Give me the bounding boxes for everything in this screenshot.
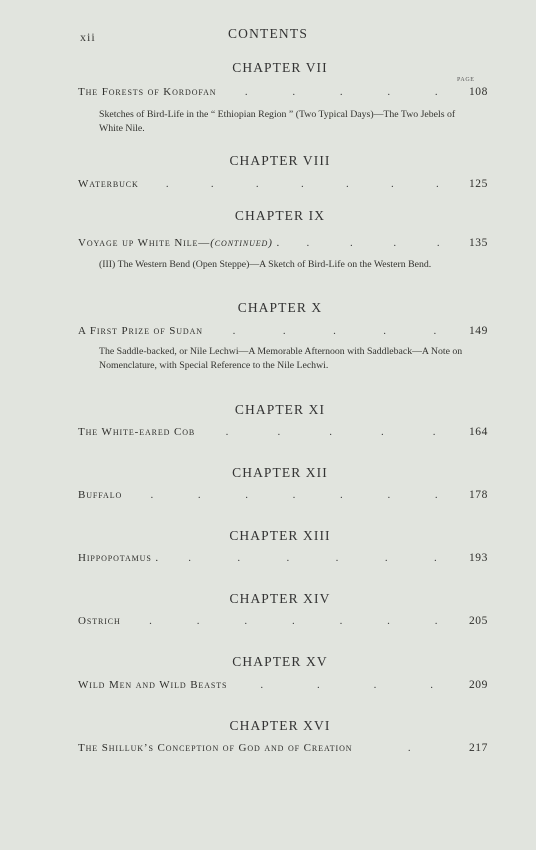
entry-page-number: 205 [468,615,488,627]
toc-entry[interactable] [78,742,488,758]
running-head: CONTENTS [227,26,309,41]
entry-page-number: 193 [468,552,488,564]
entry-page-number: 209 [468,679,488,691]
entry-title: Voyage up White Nile— [78,237,211,249]
chapter-heading: CHAPTER X [237,300,323,315]
chapter-heading: CHAPTER VII [232,60,328,75]
toc-entry[interactable] [78,86,488,102]
toc-entry[interactable] [78,325,488,341]
entry-title: The White-eared Cob [78,426,196,438]
entry-title: Ostrich [78,615,121,627]
page-column-label: PAGE [457,77,475,83]
entry-title: Hippopotamus . [78,552,159,564]
toc-entry[interactable]: Voyage up White Nile—(continued) . . . . . 135 [78,237,488,249]
toc-entry[interactable] [78,426,488,442]
entry-page-number: 217 [468,742,488,754]
folio-number: xii [80,30,96,44]
toc-entry[interactable] [78,552,488,568]
dot-leader: . . . . . [232,325,437,337]
toc-entry[interactable] [78,489,488,505]
entry-title: Wild Men and Wild Beasts [78,679,228,691]
toc-entry[interactable] [78,679,488,695]
entry-page-number: 135 [468,237,488,249]
dot-leader: . . . . . . [188,552,437,564]
dot-leader: . . . . [260,679,433,691]
entry-title: Waterbuck [78,178,139,190]
entry-page-number: 149 [468,325,488,337]
entry-page-number: 164 [468,426,488,438]
dot-leader: . . . . . . . [150,489,438,501]
chapter-heading: CHAPTER XVI [229,718,331,733]
entry-page-number: 125 [468,178,488,190]
entry-page-number: 178 [468,489,488,501]
chapter-heading: CHAPTER IX [234,208,326,223]
toc-entry[interactable] [78,615,488,631]
toc-entry[interactable] [78,178,488,194]
entry-title: The Shilluk’s Conception of God and of Creation [78,742,353,754]
entry-title-continued: (continued) [210,237,273,249]
dot-leader: . [407,742,411,754]
chapter-heading: CHAPTER VIII [229,153,331,168]
dot-leader: . . . . . [225,426,436,438]
dot-leader: . . . . . . . [149,615,438,627]
entry-page-number: 108 [468,86,488,98]
chapter-synopsis: (III) The Western Bend (Open Steppe)—A Sketch of Bird-Life on the Western Bend. [99,259,432,270]
chapter-heading: CHAPTER XV [232,654,328,669]
entry-title: The Forests of Kordofan [78,86,217,98]
entry-title: A First Prize of Sudan [78,325,203,337]
chapter-heading: CHAPTER XI [234,402,326,417]
chapter-heading: CHAPTER XIV [229,591,331,606]
chapter-synopsis: Sketches of Bird-Life in the “ Ethiopian Region ” (Two Typical Days)—The Two Jebels of White Nile. [99,109,456,134]
entry-title: Buffalo [78,489,123,501]
dot-leader: . . . . . [244,86,438,98]
chapter-synopsis: The Saddle-backed, or Nile Lechwi—A Memorable Afternoon with Saddleback—A Note on Nomenclature, with Special Reference to the Nile Lechwi. [99,346,463,371]
dot-leader: . . . . . . . [165,178,439,190]
chapter-heading: CHAPTER XII [232,465,328,480]
chapter-heading: CHAPTER XIII [229,528,331,543]
dot-leader: . . . . [306,237,440,249]
